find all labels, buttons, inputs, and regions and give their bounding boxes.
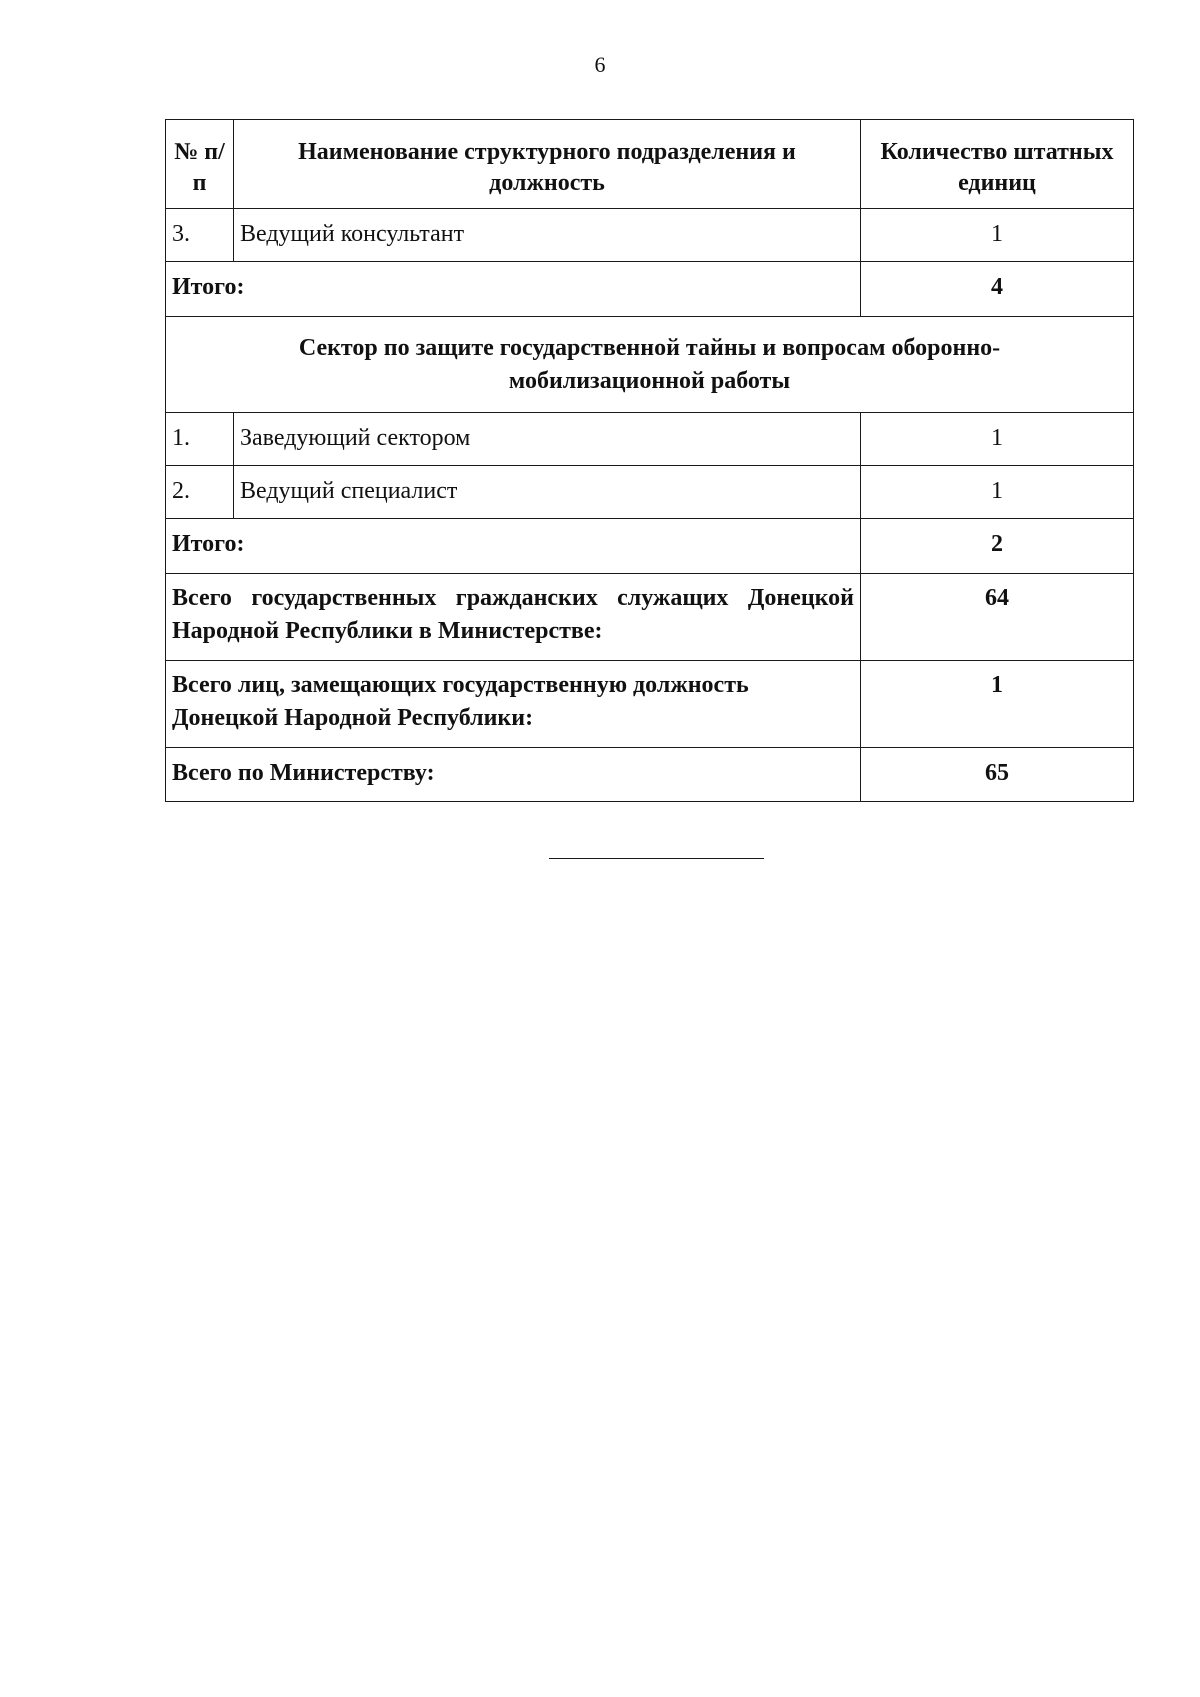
row-qty: 1 (861, 209, 1134, 262)
staff-table (165, 119, 1134, 802)
header-qty: Количество штатных единиц (861, 120, 1134, 209)
table-header-row (166, 120, 1134, 209)
header-name: Наименование структурного подразделения и должность (234, 120, 861, 209)
total-qty: 4 (861, 262, 1134, 317)
summary-state-row (166, 661, 1134, 748)
summary-state-label: Всего лиц, замещающих государственную должность Донецкой Народной Республики: (166, 661, 861, 748)
header-num: № п/п (166, 120, 234, 209)
row-num: 3. (166, 209, 234, 262)
total-label: Итого: (166, 262, 861, 317)
end-divider-line (549, 858, 764, 859)
row-num: 2. (166, 466, 234, 519)
summary-civil-qty: 64 (861, 574, 1134, 661)
total-row (166, 519, 1134, 574)
total-qty: 2 (861, 519, 1134, 574)
summary-total-label: Всего по Министерству: (166, 748, 861, 802)
total-label: Итого: (166, 519, 861, 574)
summary-total-qty: 65 (861, 748, 1134, 802)
row-name: Ведущий консультант (234, 209, 861, 262)
row-qty: 1 (861, 413, 1134, 466)
row-num: 1. (166, 413, 234, 466)
table-row (166, 209, 1134, 262)
total-row (166, 262, 1134, 317)
summary-civil-row (166, 574, 1134, 661)
summary-civil-label: Всего государственных гражданских служащих Донецкой Народной Республики в Министерстве: (166, 574, 861, 661)
table-row (166, 413, 1134, 466)
section-title: Сектор по защите государственной тайны и вопросам оборонно-мобилизационной работы (166, 317, 1134, 413)
row-name: Ведущий специалист (234, 466, 861, 519)
page-number: 6 (594, 52, 606, 77)
row-qty: 1 (861, 466, 1134, 519)
section-heading-row (166, 317, 1134, 413)
summary-total-row (166, 748, 1134, 802)
row-name: Заведующий сектором (234, 413, 861, 466)
summary-state-qty: 1 (861, 661, 1134, 748)
table-row (166, 466, 1134, 519)
